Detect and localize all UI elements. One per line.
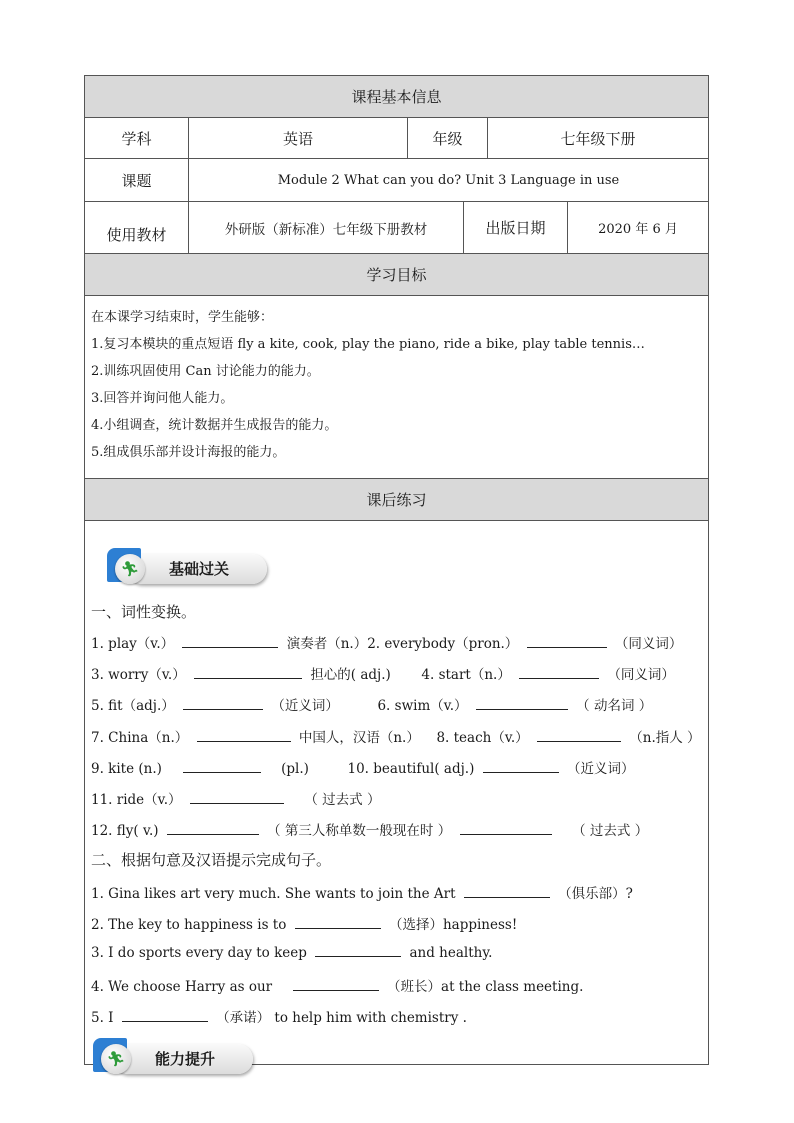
question-text: 1. play（v.） — [91, 636, 175, 652]
answer-blank[interactable] — [194, 666, 302, 679]
answer-blank[interactable] — [122, 1009, 208, 1022]
question-text: 2. The key to happiness is to — [91, 917, 287, 933]
question-text: （同义词） — [614, 636, 683, 652]
question-text: 8. teach（v.） — [436, 730, 529, 746]
goals-item: 2.训练巩固使用 Can 讨论能力的能力。 — [91, 364, 320, 379]
textbook-label: 使用教材 — [106, 226, 167, 244]
grade-label: 年级 — [407, 118, 487, 158]
course-info-header — [85, 76, 708, 118]
sentence-1 — [91, 882, 633, 902]
question-text: （ 第三人称单数一般现在时 ） — [267, 823, 452, 839]
question-9-10 — [91, 757, 634, 777]
sentence-3 — [91, 944, 492, 961]
question-text: 6. swim（v.） — [377, 698, 468, 714]
question-text: 3. worry（v.） — [91, 667, 186, 683]
question-text: （班长）at the class meeting. — [387, 979, 584, 995]
question-text: 担心的( adj.) — [310, 667, 391, 683]
answer-blank[interactable] — [483, 760, 559, 773]
section-1-title: 一、词性变换。 — [91, 603, 197, 621]
goals-list — [91, 304, 645, 466]
question-text: 11. ride（v.） — [91, 792, 182, 808]
question-3-4 — [91, 663, 675, 683]
question-text: (pl.) — [281, 761, 309, 777]
goals-item: 1.复习本模块的重点短语 fly a kite, cook, play the piano, ride a bike, play table tennis… — [91, 337, 645, 352]
question-text: （ 动名词 ） — [576, 698, 653, 714]
goals-header — [85, 254, 708, 296]
running-figure-icon: 🏃︎ — [101, 1044, 131, 1074]
advanced-level-tag — [93, 1038, 273, 1076]
grade-value: 七年级下册 — [487, 118, 708, 158]
question-text: （俱乐部）? — [558, 886, 633, 902]
practice-title: 课后练习 — [366, 491, 427, 509]
question-text: 4. start（n.） — [421, 667, 511, 683]
question-text: 中国人，汉语（n.） — [298, 730, 420, 746]
answer-blank[interactable] — [295, 916, 381, 929]
answer-blank[interactable] — [182, 635, 278, 648]
answer-blank[interactable] — [519, 666, 599, 679]
question-text: （ 过去式 ） — [304, 792, 381, 808]
question-1-2 — [91, 632, 682, 652]
running-figure-icon: 🏃︎ — [115, 554, 145, 584]
sentence-4 — [91, 975, 583, 995]
answer-blank[interactable] — [460, 822, 552, 835]
question-text: and healthy. — [409, 945, 493, 961]
goals-item: 5.组成俱乐部并设计海报的能力。 — [91, 445, 286, 460]
textbook-value: 外研版（新标准）七年级下册教材 — [188, 202, 463, 253]
textbook-row — [85, 202, 708, 254]
topic-row — [85, 159, 708, 202]
course-info-title: 课程基本信息 — [351, 88, 442, 106]
answer-blank[interactable] — [537, 729, 621, 742]
answer-blank[interactable] — [315, 944, 401, 957]
question-text: 5. fit（adj.） — [91, 698, 175, 714]
question-text: （选择）happiness! — [388, 917, 518, 933]
question-text: 12. fly( v.) — [91, 823, 159, 839]
question-text: （近义词） — [271, 698, 339, 714]
answer-blank[interactable] — [190, 791, 284, 804]
question-text: 9. kite (n.) — [91, 761, 162, 777]
practice-header — [85, 479, 708, 521]
worksheet-table — [84, 75, 709, 1068]
answer-blank[interactable] — [527, 635, 607, 648]
question-text: 1. Gina likes art very much. She wants to join the Art — [91, 886, 456, 902]
goals-item: 4.小组调查，统计数据并生成报告的能力。 — [91, 418, 338, 433]
question-text: 5. I — [91, 1010, 114, 1026]
question-7-8 — [91, 726, 701, 746]
basic-level-tag — [107, 548, 287, 586]
answer-blank[interactable] — [167, 822, 259, 835]
question-text: （ 过去式 ） — [572, 823, 649, 839]
topic-label: 课题 — [121, 171, 152, 190]
sentence-2 — [91, 913, 517, 933]
question-text: （同义词） — [607, 667, 675, 683]
question-text: 7. China（n.） — [91, 730, 189, 746]
subject-label: 学科 — [121, 129, 152, 148]
answer-blank[interactable] — [464, 885, 550, 898]
question-text: 3. I do sports every day to keep — [91, 945, 307, 961]
question-text: 10. beautiful( adj.) — [347, 761, 475, 777]
topic-value: Module 2 What can you do? Unit 3 Language in use — [188, 159, 708, 201]
question-11 — [91, 788, 380, 808]
question-5-6 — [91, 694, 652, 714]
date-label: 出版日期 — [463, 202, 567, 253]
answer-blank[interactable] — [197, 729, 291, 742]
basic-level-label: 基础过关 — [169, 560, 230, 578]
advanced-level-label: 能力提升 — [155, 1050, 216, 1068]
question-text: （n.指人 ） — [629, 730, 701, 746]
question-text: （近义词） — [566, 761, 635, 777]
date-value: 2020 年 6 月 — [567, 202, 708, 253]
question-text: （承诺） to help him with chemistry . — [216, 1010, 467, 1026]
answer-blank[interactable] — [183, 760, 261, 773]
answer-blank[interactable] — [476, 697, 568, 710]
goals-item: 3.回答并询问他人能力。 — [91, 391, 234, 406]
question-12 — [91, 819, 648, 839]
subject-value: 英语 — [188, 118, 407, 158]
subject-row — [85, 118, 708, 159]
goals-body — [85, 296, 708, 479]
question-text: 4. We choose Harry as our — [91, 979, 273, 995]
answer-blank[interactable] — [293, 978, 379, 991]
goals-item: 在本课学习结束时，学生能够： — [91, 310, 274, 325]
section-2-title: 二、根据句意及汉语提示完成句子。 — [91, 851, 332, 869]
sentence-5 — [91, 1006, 467, 1026]
goals-title: 学习目标 — [366, 266, 427, 284]
question-text: 演奏者（n.）2. everybody（pron.） — [286, 636, 519, 652]
answer-blank[interactable] — [183, 697, 263, 710]
